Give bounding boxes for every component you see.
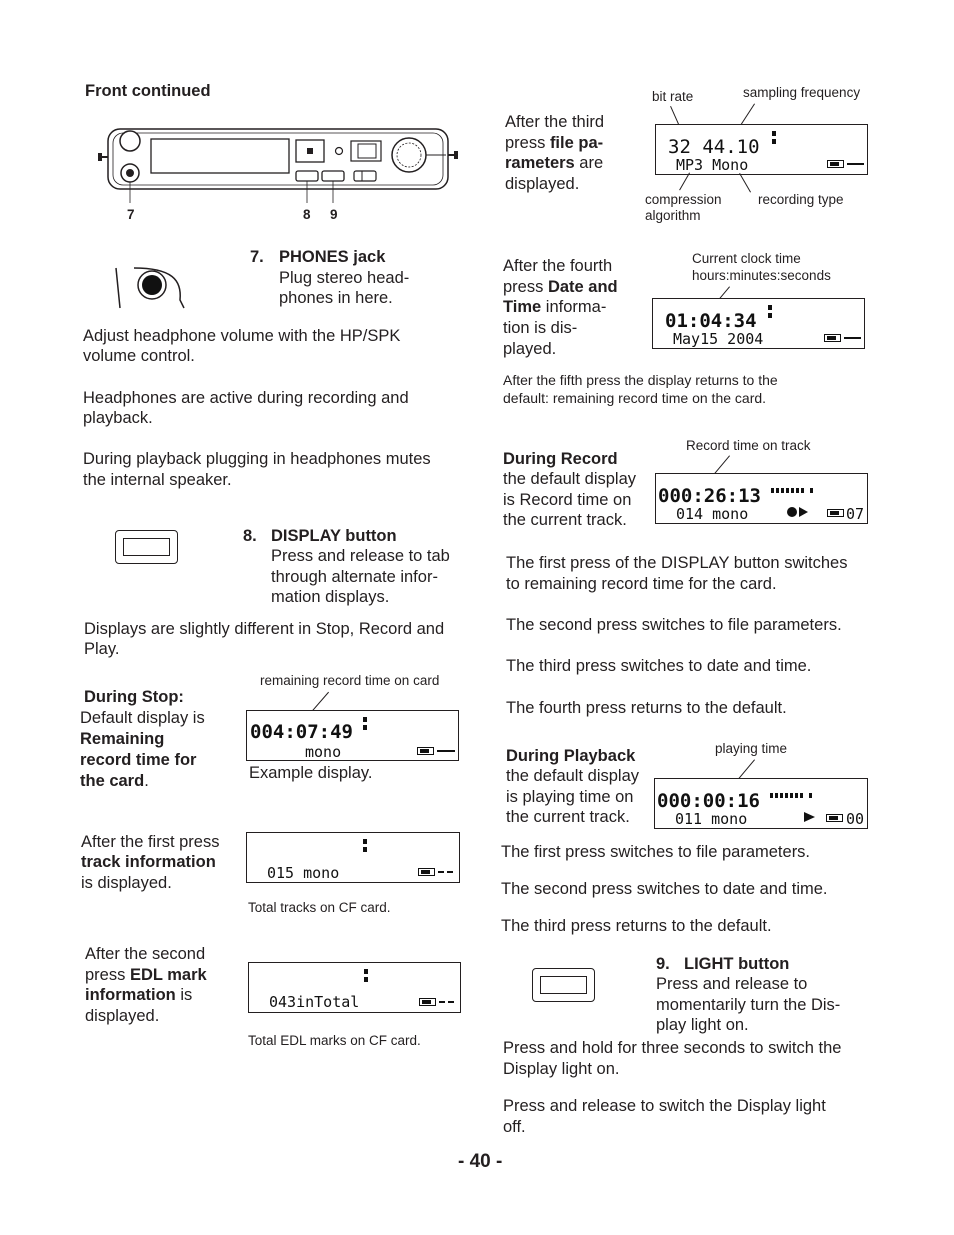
- callout-8: 8: [303, 207, 311, 222]
- stop-line-1: Default display is: [80, 709, 205, 727]
- second-press-caption: Total EDL marks on CF card.: [248, 1033, 421, 1048]
- level-meter-icon: [771, 480, 815, 485]
- playback-line-3: the current track.: [506, 808, 630, 826]
- playback-annotation: playing time: [715, 741, 788, 756]
- record-line-2: is Record time on: [503, 491, 632, 509]
- hold-line-1: Press and hold for three seconds to switch the: [503, 1039, 842, 1057]
- fourth-line-3: tion is dis-: [503, 319, 578, 337]
- section-title: Front continued: [85, 82, 211, 100]
- lcd-record-time: 000:26:13: [658, 485, 761, 507]
- record-annotation: Record time on track: [686, 438, 811, 453]
- lcd-track-info: [246, 832, 460, 883]
- lcd-edl-info: [248, 962, 461, 1013]
- fourth-line-1: After the fourth: [503, 257, 613, 275]
- stop-annotation: remaining record time on card: [260, 673, 440, 688]
- record-heading: During Record: [503, 450, 618, 468]
- page-number: - 40 -: [458, 1151, 503, 1172]
- lcd-track-count: 015 mono: [267, 864, 340, 882]
- fourth-bold-1: Date and: [547, 278, 618, 296]
- playback-heading: During Playback: [506, 747, 636, 765]
- lcd-colon-icon: [363, 839, 367, 855]
- play-icon: [799, 507, 808, 517]
- lcd-format: MP3 Mono: [676, 156, 749, 174]
- dash-icon: [437, 750, 455, 752]
- lcd-colon-icon: [364, 969, 368, 985]
- play-icon: [804, 812, 815, 822]
- play-press-1: The first press switches to file parameters.: [501, 843, 811, 861]
- lcd-edl-count: 043inTotal: [269, 993, 360, 1011]
- first-press-caption: Total tracks on CF card.: [248, 900, 391, 915]
- lcd-playback: [654, 778, 868, 829]
- record-line-1: the default display: [503, 470, 637, 488]
- dash-icon: [439, 1001, 445, 1003]
- phones-jack-icon: [112, 260, 192, 316]
- battery-icon: [827, 509, 844, 517]
- release-line-1: Press and release to switch the Display light: [503, 1097, 826, 1115]
- lcd-colon-icon: [772, 131, 776, 147]
- release-line-2: off.: [503, 1118, 526, 1136]
- lcd-playback-time: 000:00:16: [657, 790, 760, 812]
- phones-desc-2: phones in here.: [279, 289, 393, 307]
- play-press-2: The second press switches to date and time.: [501, 880, 828, 898]
- first-press-line-3: is displayed.: [81, 874, 172, 892]
- para-displays-2: Play.: [84, 640, 120, 658]
- phones-number: 7.: [250, 248, 264, 266]
- stop-period: .: [144, 772, 149, 790]
- display-button-icon: [115, 530, 178, 564]
- second-press-line-4: displayed.: [85, 1007, 160, 1025]
- light-desc-3: play light on.: [656, 1016, 749, 1034]
- fourth-press: press: [503, 278, 548, 296]
- battery-icon: [417, 747, 434, 755]
- second-press-line-1: After the second: [85, 945, 206, 963]
- stop-bold-2: record time for: [80, 751, 197, 769]
- lcd-playback-track-number: 00: [846, 810, 865, 828]
- light-button-icon: [532, 968, 595, 1002]
- para-volume-2: volume control.: [83, 347, 195, 365]
- battery-icon: [419, 998, 436, 1006]
- rec-press-1a: The first press of the DISPLAY button switches: [506, 554, 848, 572]
- rec-press-1b: to remaining record time for the card.: [506, 575, 777, 593]
- lcd-stop-mode: mono: [305, 743, 342, 761]
- battery-icon: [824, 334, 841, 342]
- ann-bit-rate: bit rate: [652, 89, 694, 104]
- device-front-panel-illustration: [96, 125, 466, 225]
- lcd-stop-time: 004:07:49: [250, 721, 353, 743]
- lcd-playback-track: 011 mono: [675, 810, 748, 828]
- stop-example: Example display.: [249, 764, 373, 782]
- callout-7: 7: [127, 207, 135, 222]
- play-press-3: The third press returns to the default.: [501, 917, 772, 935]
- third-rest: are: [574, 154, 604, 172]
- light-desc-1: Press and release to: [656, 975, 808, 993]
- rec-press-4: The fourth press returns to the default.: [506, 699, 787, 717]
- dash-icon: [448, 1001, 454, 1003]
- stop-bold-1: Remaining: [80, 730, 165, 748]
- lcd-bitrate-sampling: 32 44.10: [668, 136, 760, 158]
- fourth-line-4: played.: [503, 340, 557, 358]
- ann-sampling-frequency: sampling frequency: [743, 85, 861, 100]
- fifth-line-2: default: remaining record time on the card.: [503, 390, 767, 406]
- ann-clock-2: hours:minutes:seconds: [692, 268, 831, 283]
- display-desc-1: Press and release to tab: [271, 547, 450, 565]
- record-dot-icon: [787, 507, 797, 517]
- hold-line-2: Display light on.: [503, 1060, 620, 1078]
- light-number: 9.: [656, 955, 670, 973]
- second-press-rest: is: [175, 986, 193, 1004]
- lcd-date: May15 2004: [673, 330, 764, 348]
- stop-heading: During Stop:: [84, 688, 184, 706]
- ann-compression-2: algorithm: [645, 208, 701, 223]
- battery-icon: [826, 814, 843, 822]
- second-press-bold-2: information: [85, 986, 176, 1004]
- display-number: 8.: [243, 527, 257, 545]
- phones-title: PHONES jack: [279, 248, 386, 266]
- battery-icon: [827, 160, 844, 168]
- lcd-colon-icon: [768, 305, 772, 321]
- ann-compression-1: compression: [645, 192, 722, 207]
- para-volume-1: Adjust headphone volume with the HP/SPK: [83, 327, 401, 345]
- para-active-1: Headphones are active during recording and: [83, 389, 409, 407]
- lcd-record-track: 014 mono: [676, 505, 749, 523]
- rec-press-3: The third press switches to date and time.: [506, 657, 812, 675]
- light-desc-2: momentarily turn the Dis-: [656, 996, 841, 1014]
- display-title: DISPLAY button: [271, 527, 397, 545]
- second-press-press: press: [85, 966, 130, 984]
- second-press-bold-1: EDL mark: [129, 966, 207, 984]
- para-displays-1: Displays are slightly different in Stop, Record and: [84, 620, 445, 638]
- playback-line-1: the default display: [506, 767, 640, 785]
- third-line-4: displayed.: [505, 175, 580, 193]
- fourth-bold-2: Time: [503, 298, 542, 316]
- phones-desc-1: Plug stereo head-: [279, 269, 410, 287]
- first-press-line-1: After the first press: [81, 833, 220, 851]
- stop-bold-3: the card: [80, 772, 145, 790]
- dash-icon: [847, 163, 864, 165]
- lcd-date-time: [652, 298, 865, 349]
- callout-9: 9: [330, 207, 338, 222]
- lcd-stop-default: [246, 710, 459, 761]
- ann-recording-type: recording type: [758, 192, 844, 207]
- dash-icon: [447, 871, 453, 873]
- third-line-1: After the third: [505, 113, 605, 131]
- para-mutes-1: During playback plugging in headphones mutes: [83, 450, 431, 468]
- compression-leader: [679, 173, 690, 191]
- level-meter-icon: [770, 785, 814, 790]
- lcd-file-parameters: [655, 124, 868, 175]
- fourth-rest-2: informa-: [541, 298, 607, 316]
- para-active-2: playback.: [83, 409, 153, 427]
- dash-icon: [844, 337, 861, 339]
- battery-icon: [418, 868, 435, 876]
- display-desc-3: mation displays.: [271, 588, 390, 606]
- recording-type-leader: [739, 173, 751, 193]
- lcd-record-track-number: 07: [846, 505, 865, 523]
- ann-clock-1: Current clock time: [692, 251, 801, 266]
- lcd-clock-time: 01:04:34: [665, 310, 757, 332]
- para-mutes-2: the internal speaker.: [83, 471, 232, 489]
- record-line-3: the current track.: [503, 511, 627, 529]
- third-press: press: [505, 134, 550, 152]
- light-title: LIGHT button: [684, 955, 790, 973]
- fifth-line-1: After the fifth press the display returns to the: [503, 372, 778, 388]
- lcd-record: [655, 473, 868, 524]
- dash-icon: [438, 871, 444, 873]
- third-bold-2: rameters: [505, 154, 575, 172]
- rec-press-2: The second press switches to file parameters.: [506, 616, 842, 634]
- first-press-bold: track information: [81, 853, 216, 871]
- third-bold-1: file pa-: [549, 134, 604, 152]
- lcd-colon-icon: [363, 717, 367, 733]
- display-desc-2: through alternate infor-: [271, 568, 438, 586]
- playback-line-2: is playing time on: [506, 788, 634, 806]
